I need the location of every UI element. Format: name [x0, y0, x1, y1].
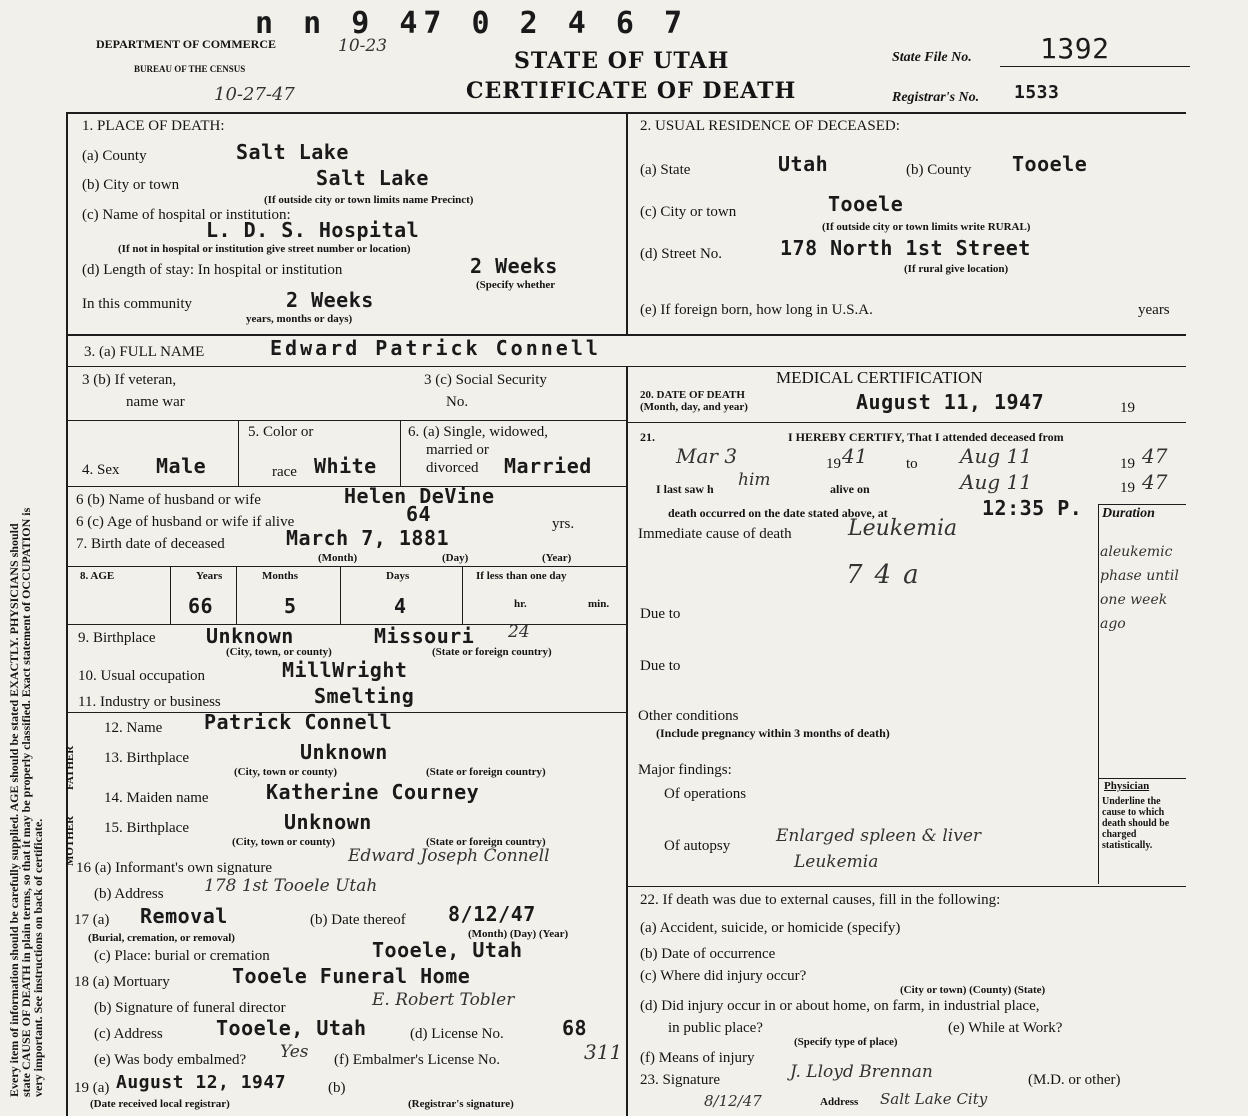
occurred-label: death occurred on the date stated above, at	[668, 506, 888, 520]
accident-label: (a) Accident, suicide, or homicide (specify)	[640, 920, 901, 936]
alive-label: alive on	[830, 482, 870, 496]
state-heading: STATE OF UTAH	[514, 48, 730, 74]
community-value: 2 Weeks	[286, 288, 374, 312]
sidebar-instructions	[0, 80, 44, 1110]
certify-text: I HEREBY CERTIFY, That I attended deceased from	[788, 430, 1064, 444]
registrar-sig-label: (b)	[328, 1080, 346, 1096]
ss-no-label: No.	[446, 394, 469, 410]
hr-label: hr.	[514, 598, 527, 610]
birthplace-state: Missouri	[374, 624, 475, 648]
embalmer-label: (f) Embalmer's License No.	[334, 1052, 500, 1068]
last-saw: him	[738, 470, 771, 490]
date-of-death: August 11, 1947	[856, 390, 1045, 414]
hospital-label: (c) Name of hospital or institution:	[82, 207, 291, 223]
father-state-note: (State or foreign country)	[426, 766, 546, 778]
hospital-note: (If not in hospital or institution give street number or location)	[118, 243, 411, 255]
community-label: In this community	[82, 296, 192, 312]
stay-label: (d) Length of stay: In hospital or institution	[82, 262, 343, 278]
father-city-note: (City, town or county)	[234, 766, 338, 778]
received-label: 19 (a)	[74, 1080, 110, 1096]
marital-label-1: 6. (a) Single, widowed,	[408, 424, 548, 440]
street-label: (d) Street No.	[640, 246, 723, 262]
disposal-value: Removal	[140, 904, 228, 928]
sidebar-line-1: Every item of information should be carefully supplied. AGE should be stated EXACTLY. PHYSICIANS should	[7, 523, 21, 1097]
home-label-2: in public place?	[668, 1020, 763, 1036]
age-months: 5	[284, 594, 297, 618]
birth-date: March 7, 1881	[286, 526, 450, 550]
sex-value: Male	[156, 454, 207, 478]
marital-label-3: divorced	[426, 460, 479, 476]
occurrence-label: (b) Date of occurrence	[640, 946, 776, 962]
city-note: (If outside city or town limits name Precinct)	[264, 194, 474, 206]
sex-label: 4. Sex	[82, 462, 120, 478]
veteran-label: 3 (b) If veteran,	[82, 372, 177, 388]
spouse-label: 6 (b) Name of husband or wife	[76, 492, 261, 508]
birth-month-note: (Month)	[318, 552, 358, 564]
nineteen-3: 19	[1120, 480, 1135, 496]
state-file-no: 1392	[1040, 32, 1110, 65]
place-of-death-heading: 1. PLACE OF DEATH:	[82, 118, 225, 134]
months-label: Months	[262, 570, 299, 582]
immediate-label: Immediate cause of death	[638, 526, 792, 542]
disposal-note: (Burial, cremation, or removal)	[88, 932, 235, 944]
birthplace-city: Unknown	[206, 624, 294, 648]
mortuary-value: Tooele Funeral Home	[232, 964, 471, 988]
mortuary-label: 18 (a) Mortuary	[74, 974, 170, 990]
to-label: to	[906, 456, 918, 472]
mother-state-note: (State or foreign country)	[426, 836, 546, 848]
nineteen-1: 19	[826, 456, 841, 472]
medical-heading: MEDICAL CERTIFICATION	[776, 368, 983, 387]
birth-day-note: (Day)	[442, 552, 469, 564]
birthplace-label: 9. Birthplace	[78, 630, 156, 646]
occupation-label: 10. Usual occupation	[78, 668, 206, 684]
res-state: Utah	[778, 152, 829, 176]
registrar-label: Registrar's No.	[892, 90, 980, 105]
marital-label-2: married or	[426, 442, 489, 458]
embalmed-label: (e) Was body embalmed?	[94, 1052, 247, 1068]
registrar-no: 1533	[1014, 82, 1060, 103]
age-label: 8. AGE	[80, 570, 115, 582]
days-label: Days	[386, 570, 410, 582]
informant-label: 16 (a) Informant's own signature	[76, 860, 272, 876]
death-county: Salt Lake	[236, 140, 349, 164]
signature-label: 23. Signature	[640, 1072, 720, 1088]
full-name: Edward Patrick Connell	[270, 336, 601, 360]
stay-value: 2 Weeks	[470, 254, 558, 278]
department: DEPARTMENT OF COMMERCE	[96, 37, 277, 51]
county-label: (a) County	[82, 148, 147, 164]
registrar-sig-note: (Registrar's signature)	[408, 1098, 514, 1110]
embalmer-value: 311	[584, 1040, 623, 1064]
death-city: Salt Lake	[316, 166, 429, 190]
physician-signature: J. Lloyd Brennan	[790, 1062, 933, 1082]
autopsy-label: Of autopsy	[664, 838, 731, 854]
spouse-age-label: 6 (c) Age of husband or wife if alive	[76, 514, 295, 530]
dod-label-2: (Month, day, and year)	[640, 401, 748, 413]
ss-label: 3 (c) Social Security	[424, 372, 547, 388]
spouse-age-unit: yrs.	[552, 516, 575, 532]
specify-note: (Specify whether	[476, 279, 556, 291]
attended-to-yr: 47	[1142, 444, 1168, 468]
street-value: 178 North 1st Street	[780, 236, 1031, 260]
major-findings-label: Major findings:	[638, 762, 732, 778]
res-county-label: (b) County	[906, 162, 972, 178]
mother-maiden-label: 14. Maiden name	[104, 790, 209, 806]
attended-to: Aug 11	[960, 444, 1032, 468]
min-label: min.	[588, 598, 610, 610]
last-saw-label: I last saw h	[656, 482, 714, 496]
foreign-label: (e) If foreign born, how long in U.S.A.	[640, 302, 873, 318]
res-city-note: (If outside city or town limits write RURAL)	[822, 221, 1031, 233]
address-label: Address	[820, 1096, 859, 1108]
certificate-title: CERTIFICATE OF DEATH	[466, 78, 797, 104]
burial-place: Tooele, Utah	[372, 938, 523, 962]
race-value: White	[314, 454, 377, 478]
age-years: 66	[188, 594, 214, 618]
burial-place-label: (c) Place: burial or cremation	[94, 948, 270, 964]
stamp-number: n n 9 47 0 2 4 6 7	[255, 6, 689, 41]
street-note: (If rural give location)	[904, 263, 1009, 275]
years-label: Years	[196, 570, 223, 582]
hospital-name: L. D. S. Hospital	[206, 218, 420, 242]
full-name-label: 3. (a) FULL NAME	[84, 344, 205, 360]
birthplace-state-note: (State or foreign country)	[432, 646, 552, 658]
cause-code: 74a	[846, 560, 931, 590]
residence-heading: 2. USUAL RESIDENCE OF DECEASED:	[640, 118, 900, 134]
physician-address: Salt Lake City	[880, 1090, 988, 1108]
spouse-name: Helen DeVine	[344, 484, 495, 508]
bureau: BUREAU OF THE CENSUS	[134, 64, 246, 74]
attended-from-yr: 41	[842, 444, 868, 468]
external-label: 22. If death was due to external causes, fill in the following:	[640, 892, 1001, 908]
autopsy-value-2: Leukemia	[794, 852, 879, 872]
disposal-date-label: (b) Date thereof	[310, 912, 406, 928]
color-label: 5. Color or	[248, 424, 314, 440]
dod-suffix: 19	[1120, 400, 1135, 416]
race-label: race	[272, 464, 297, 480]
signature-date: 8/12/47	[704, 1092, 762, 1110]
duration-note: aleukemic phase until one week ago	[1100, 544, 1179, 632]
nineteen-2: 19	[1120, 456, 1135, 472]
handwritten-date-top: 10-23	[338, 36, 388, 56]
work-label: (e) While at Work?	[948, 1020, 1063, 1036]
father-birth: Unknown	[300, 740, 388, 764]
res-state-label: (a) State	[640, 162, 691, 178]
father-name-label: 12. Name	[104, 720, 163, 736]
disposal-date: 8/12/47	[448, 902, 536, 926]
father-side-label: FATHER	[64, 745, 76, 790]
received-note: (Date received local registrar)	[90, 1098, 230, 1110]
mortuary-address-label: (c) Address	[94, 1026, 163, 1042]
occurred-time: 12:35 P.	[982, 496, 1083, 520]
home-label-1: (d) Did injury occur in or about home, on farm, in industrial place,	[640, 998, 1040, 1014]
community-note: years, months or days)	[246, 313, 353, 325]
age-days: 4	[394, 594, 407, 618]
embalmed-value: Yes	[280, 1042, 309, 1062]
industry-value: Smelting	[314, 684, 415, 708]
where-label: (c) Where did injury occur?	[640, 968, 807, 984]
physician-note-title: Physician	[1104, 780, 1150, 792]
md-label: (M.D. or other)	[1028, 1072, 1121, 1088]
handwritten-date-left: 10-27-47	[214, 84, 295, 105]
sidebar-line-2: state CAUSE OF DEATH in plain terms, so that it may be properly classified. Exact statement of OCCUPATION is	[19, 507, 33, 1097]
foreign-unit: years	[1138, 302, 1170, 318]
mortuary-address: Tooele, Utah	[216, 1016, 367, 1040]
immediate-cause: Leukemia	[848, 516, 958, 541]
alive-on: Aug 11	[960, 470, 1032, 494]
specify-place-note: (Specify type of place)	[794, 1036, 898, 1048]
mother-city-note: (City, town or county)	[232, 836, 336, 848]
director-label: (b) Signature of funeral director	[94, 1000, 286, 1016]
due-to-1: Due to	[640, 606, 681, 622]
mother-birth-label: 15. Birthplace	[104, 820, 189, 836]
res-city: Tooele	[828, 192, 904, 216]
birth-year-note: (Year)	[542, 552, 572, 564]
disposal-date-note: (Month) (Day) (Year)	[468, 928, 569, 940]
dod-label-1: 20. DATE OF DEATH	[640, 389, 745, 401]
informant-signature: Edward Joseph Connell	[348, 846, 550, 866]
operations-label: Of operations	[664, 786, 747, 802]
physician-note: Underline the cause to which death should be charged statistically.	[1102, 796, 1170, 851]
informant-address: 178 1st Tooele Utah	[204, 876, 378, 896]
autopsy-value: Enlarged spleen & liver	[776, 826, 982, 846]
sidebar-line-3: very important. See instructions on back of certificate.	[31, 818, 45, 1097]
attended-from: Mar 3	[676, 444, 738, 468]
birthplace-city-note: (City, town, or county)	[226, 646, 332, 658]
where-note: (City or town) (County) (State)	[900, 984, 1046, 996]
spouse-age: 64	[406, 502, 432, 526]
informant-address-label: (b) Address	[94, 886, 164, 902]
less-day-label: If less than one day	[476, 570, 567, 582]
res-city-label: (c) City or town	[640, 204, 737, 220]
birthplace-code: 24	[508, 622, 530, 642]
mother-birth: Unknown	[284, 810, 372, 834]
director-signature: E. Robert Tobler	[372, 990, 515, 1010]
father-birth-label: 13. Birthplace	[104, 750, 189, 766]
certify-number: 21.	[640, 430, 655, 444]
mother-maiden: Katherine Courney	[266, 780, 480, 804]
occupation-value: MillWright	[282, 658, 408, 682]
mother-side-label: MOTHER	[64, 815, 76, 866]
other-conditions-note: (Include pregnancy within 3 months of death)	[656, 726, 890, 740]
duration-label: Duration	[1102, 506, 1155, 521]
res-county: Tooele	[1012, 152, 1088, 176]
received-date: August 12, 1947	[116, 1072, 287, 1093]
alive-yr: 47	[1142, 470, 1168, 494]
birth-label: 7. Birth date of deceased	[76, 536, 225, 552]
license-label: (d) License No.	[410, 1026, 504, 1042]
marital-value: Married	[504, 454, 592, 478]
means-label: (f) Means of injury	[640, 1050, 755, 1066]
state-file-label: State File No.	[892, 50, 972, 65]
other-conditions-label: Other conditions	[638, 708, 739, 724]
disposal-label: 17 (a)	[74, 912, 110, 928]
due-to-2: Due to	[640, 658, 681, 674]
industry-label: 11. Industry or business	[78, 694, 221, 710]
war-label: name war	[126, 394, 185, 410]
city-label: (b) City or town	[82, 177, 180, 193]
license-value: 68	[562, 1016, 588, 1040]
father-name: Patrick Connell	[204, 710, 393, 734]
